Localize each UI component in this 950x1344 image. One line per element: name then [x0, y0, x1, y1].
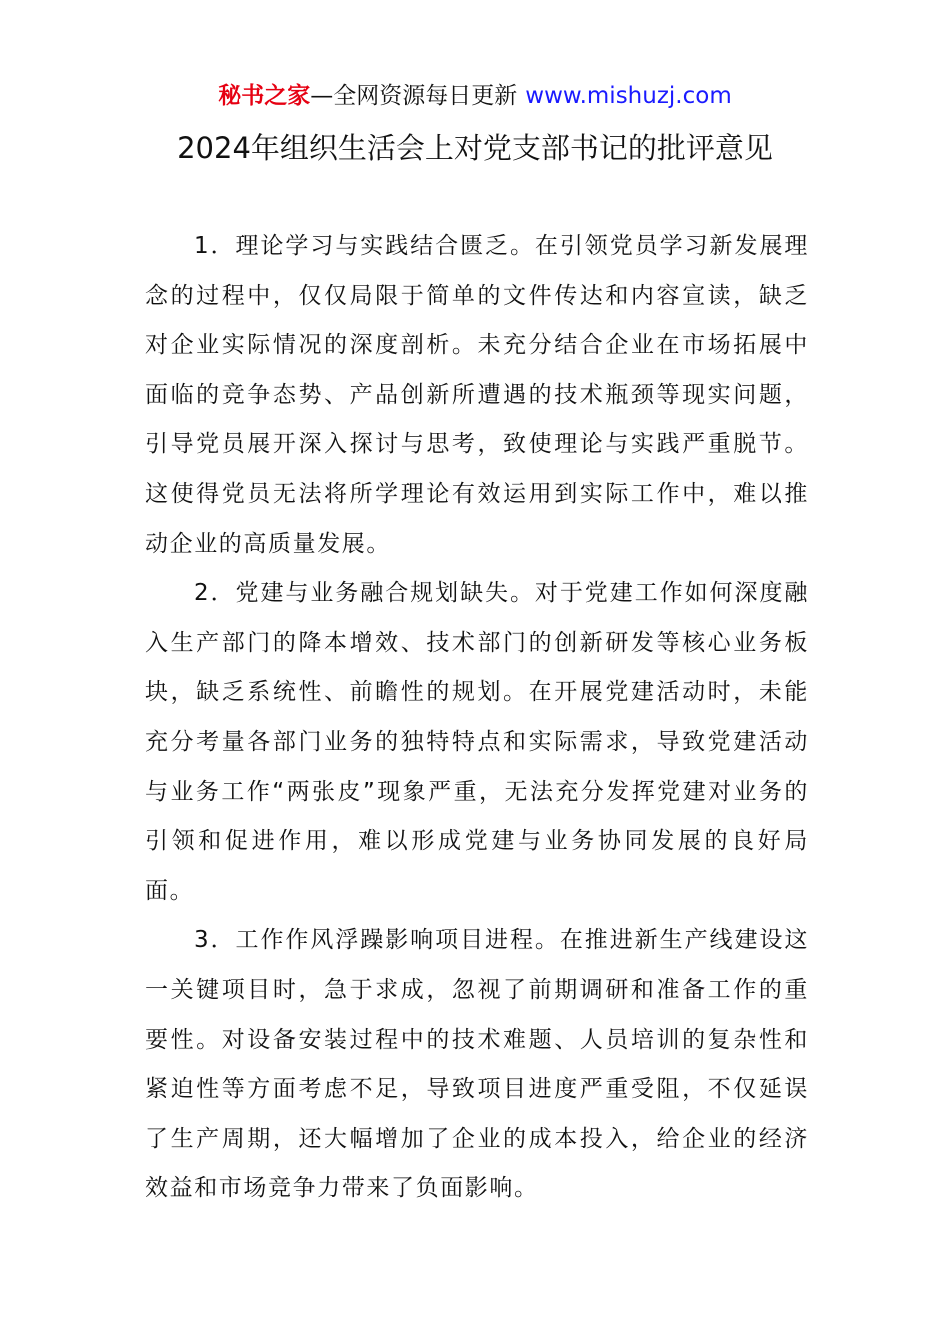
- site-header: [0, 78, 950, 114]
- site-url-link[interactable]: www.mishuzj.com: [525, 83, 732, 109]
- document-title: 2024年组织生活会上对党支部书记的批评意见: [177, 131, 773, 165]
- paragraph-1: 1．理论学习与实践结合匮乏。在引领党员学习新发展理念的过程中，仅仅局限于简单的文件传达和内容宣读，缺乏对企业实际情况的深度剖析。未充分结合企业在市场拓展中面临的竞争态势、产品创新所遭遇的技术瓶颈等现实问题，引导党员展开深入探讨与思考，致使理论与实践严重脱节。这使得党员无法将所学理论有效运用到实际工作中，难以推动企业的高质量发展。: [145, 233, 809, 557]
- paragraph-2: 2．党建与业务融合规划缺失。对于党建工作如何深度融入生产部门的降本增效、技术部门的创新研发等核心业务板块，缺乏系统性、前瞻性的规划。在开展党建活动时，未能充分考量各部门业务的独特特点和实际需求，导致党建活动与业务工作“两张皮”现象严重，无法充分发挥党建对业务的引领和促进作用，难以形成党建与业务协同发展的良好局面。: [145, 580, 809, 904]
- paragraph-3: 3．工作作风浮躁影响项目进程。在推进新生产线建设这一关键项目时，急于求成，忽视了前期调研和准备工作的重要性。对设备安装过程中的技术难题、人员培训的复杂性和紧迫性等方面考虑不足，导致项目进度严重受阻，不仅延误了生产周期，还大幅增加了企业的成本投入，给企业的经济效益和市场竞争力带来了负面影响。: [145, 927, 809, 1202]
- site-tagline: —全网资源每日更新: [310, 83, 518, 109]
- document-body: [145, 222, 809, 1214]
- site-brand: 秘书之家: [218, 83, 311, 109]
